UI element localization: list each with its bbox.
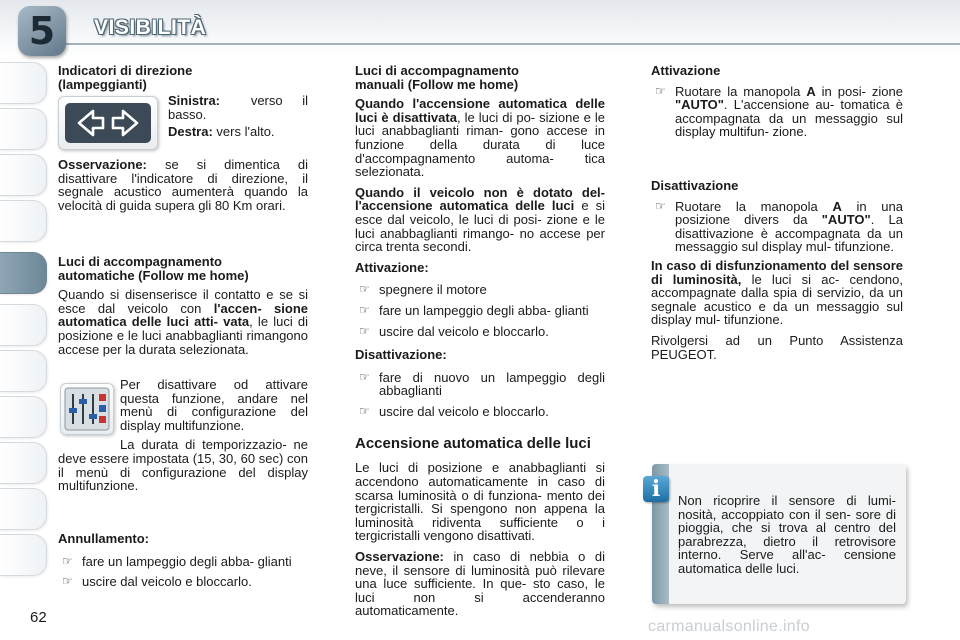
activation-text-b: in posi- zione (821, 83, 903, 99)
chapter-tab-4[interactable] (0, 200, 47, 242)
note-text: se si dimentica di disattivare l'indicatore di direzione, il segnale acustico aumenterà quando la velocità di guida supera gli 80 Km orari. (58, 157, 308, 213)
info-icon: i (643, 476, 669, 502)
activation-title: Attivazione (651, 63, 721, 78)
chapter-tab-8[interactable] (0, 396, 47, 438)
note-label: Osservazione: (58, 157, 147, 172)
info-text-body: Non ricoprire il sensore di lumi- nosità, accoppiato con il sen- sore di pioggia, che si trova al centro del parabrezza, dietro il retrovisore interno. Serve all'ac- censione automatica delle luci. (678, 493, 896, 576)
chapter-tab-11[interactable] (0, 534, 47, 576)
manual-follow-section (355, 64, 605, 625)
bullet-icon: ☞ (62, 574, 73, 589)
deactivation-section (651, 179, 903, 368)
page-number: 62 (30, 609, 47, 626)
auto-follow-title-2: automatiche (Follow me home) (58, 267, 249, 283)
header-rule (58, 43, 960, 45)
turn-signal-arrows-icon (58, 96, 158, 150)
observation-text: in caso di nebbia o di neve, il sensore di luminosità può rilevare una luce sufficiente. In que- sto caso, le luci non si accenderanno automaticamente. (355, 549, 605, 619)
bullet-icon: ☞ (655, 198, 666, 213)
manual-deactivation-item-1 (355, 371, 605, 398)
chapter-tab-5-active[interactable] (0, 252, 47, 294)
right-text: vers l'alto. (216, 124, 275, 139)
manual-p2-text: e si esce dal veicolo, le luci di posi- zione e le luci anabbaglianti rimango- no accese per circa trenta secondi. (355, 198, 605, 255)
auto-follow-title-1: Luci di accompagnamento (58, 254, 222, 269)
indicators-title-line2: (lampeggianti) (58, 76, 147, 92)
activation-text-c: . L'accensione au- tomatica è accompagnata da un messaggio sul display multifun- zione. (675, 97, 903, 140)
chapter-tab-10[interactable] (0, 488, 47, 530)
knob-letter: A (832, 198, 842, 214)
chapter-tab-3[interactable] (0, 154, 47, 196)
bullet-icon: ☞ (359, 323, 370, 338)
manual-p2-bold: Quando il veicolo non è dotato del- l'accensione automatica delle luci (355, 184, 605, 214)
failure-text: le luci si ac- cendono, accompagnate dalla spia di servizio, da un segnale acustico e da un messaggio sul display mul- tifunzione. (651, 271, 903, 328)
manual-activation-text: spegnere il motore (379, 282, 487, 298)
page-title: VISIBILITÀ (94, 16, 207, 39)
chapter-tab-2[interactable] (0, 108, 47, 150)
bullet-icon: ☞ (359, 403, 370, 418)
left-text-2: basso. (168, 106, 207, 122)
indicator-note (58, 158, 308, 219)
right-label: Destra: (168, 124, 213, 139)
chapter-tab-6[interactable] (0, 304, 47, 346)
deactivation-text-b: in una posizione divers da (675, 198, 903, 228)
manual-p1-text: , le luci di po- sizione e le luci anabbaglianti riman- gono accese in funzione della durata di luce d'accompagnamento automa- tica selezionata. (355, 109, 605, 180)
manual-activation-item-2 (355, 304, 605, 318)
activation-text-a: Ruotare la manopola (675, 83, 801, 99)
cancel-item-1 (58, 555, 308, 569)
bullet-icon: ☞ (655, 83, 666, 98)
knob-letter: A (806, 83, 816, 99)
manual-deactivation-text: uscire dal veicolo e bloccarlo. (379, 403, 549, 419)
bullet-icon: ☞ (359, 369, 370, 384)
bullet-icon: ☞ (359, 302, 370, 317)
deactivation-text-c: . La disattivazione è accompagnata da un messaggio sul display mul- tifunzione. (675, 212, 903, 255)
deactivate-text-2: La durata di temporizzazio- ne deve essere impostata (15, 30, 60 sec) con il menù di configurazione del display multifunzione. (58, 437, 308, 494)
auto-follow-text-b: l'accen- sione automatica delle luci atti- vata (58, 300, 308, 330)
manual-activation-item-3 (355, 325, 605, 339)
auto-follow-text-c: , le luci di posizione e le luci anabbaglianti rimangono accese per la durata selezionata. (58, 314, 308, 357)
auto-lighting-text: Le luci di posizione e anabbaglianti si accendono automaticamente in caso di scarsa luminosità o di funziona- mento dei tergicristalli. Si spengono non appena la luminosità ridiventa sufficiente o i tergicristalli vengono disattivati. (355, 460, 605, 544)
chapter-number-badge: 5 (18, 6, 66, 56)
left-text-1: verso il (250, 93, 308, 108)
indicators-heading (58, 64, 308, 91)
cancel-section (58, 532, 308, 596)
right-indicator-text (168, 125, 308, 139)
auto-follow-text-a: Quando si disenserisce il contatto e se si esce dal veicolo con (58, 287, 308, 316)
contact-dealer-text: Rivolgersi ad un Punto Assistenza PEUGEOT. (651, 332, 903, 362)
manual-activation-text: uscire dal veicolo e bloccarlo. (379, 323, 549, 339)
deactivate-text-1: Per disattivare od attivare questa funzione, andare nel menù di configurazione del display multifunzione. (120, 377, 308, 433)
manual-activation-title: Attivazione: (355, 259, 429, 275)
manual-follow-title-1: Luci di accompagnamento (355, 63, 519, 78)
cancel-item-text: uscire dal veicolo e bloccarlo. (82, 574, 252, 590)
indicators-title-line1: Indicatori di direzione (58, 63, 193, 78)
auto-follow-section (58, 255, 308, 363)
manual-deactivation-text: fare di nuovo un lampeggio degli abbaglianti (379, 369, 605, 399)
activation-section (651, 64, 903, 146)
cancel-title: Annullamento: (58, 531, 149, 546)
cancel-item-text: fare un lampeggio degli abba- glianti (82, 553, 292, 569)
auto-label: "AUTO" (675, 97, 724, 113)
watermark: carmanualsonline.info (648, 618, 810, 635)
left-label: Sinistra: (168, 93, 221, 108)
bullet-icon: ☞ (62, 553, 73, 568)
manual-p1-bold: Quando l'accensione automatica delle luci è disattivata (355, 96, 605, 125)
failure-bold: In caso di disfunzionamento del sensore di luminosità, (651, 257, 903, 287)
deactivation-item (651, 200, 903, 254)
activation-item (651, 85, 903, 139)
chapter-tab-7[interactable] (0, 350, 47, 392)
manual-deactivation-title: Disattivazione: (355, 347, 447, 363)
left-indicator-text (168, 94, 308, 121)
auto-label: "AUTO" (821, 212, 871, 228)
deactivation-title: Disattivazione (651, 178, 739, 193)
deactivate-instructions (58, 378, 308, 500)
cancel-item-2 (58, 575, 308, 589)
chapter-tab-1[interactable] (0, 62, 47, 104)
info-text (678, 494, 896, 583)
manual-follow-title-2: manuali (Follow me home) (355, 76, 519, 92)
manual-deactivation-item-2 (355, 405, 605, 419)
manual-activation-text: fare un lampeggio degli abba- glianti (379, 302, 589, 318)
bullet-icon: ☞ (359, 282, 370, 297)
manual-activation-item-1 (355, 283, 605, 297)
chapter-tab-9[interactable] (0, 442, 47, 484)
auto-lighting-title: Accensione automatica delle luci (355, 435, 591, 453)
deactivation-text-a: Ruotare la manopola (675, 198, 818, 214)
observation-label: Osservazione: (355, 549, 444, 565)
